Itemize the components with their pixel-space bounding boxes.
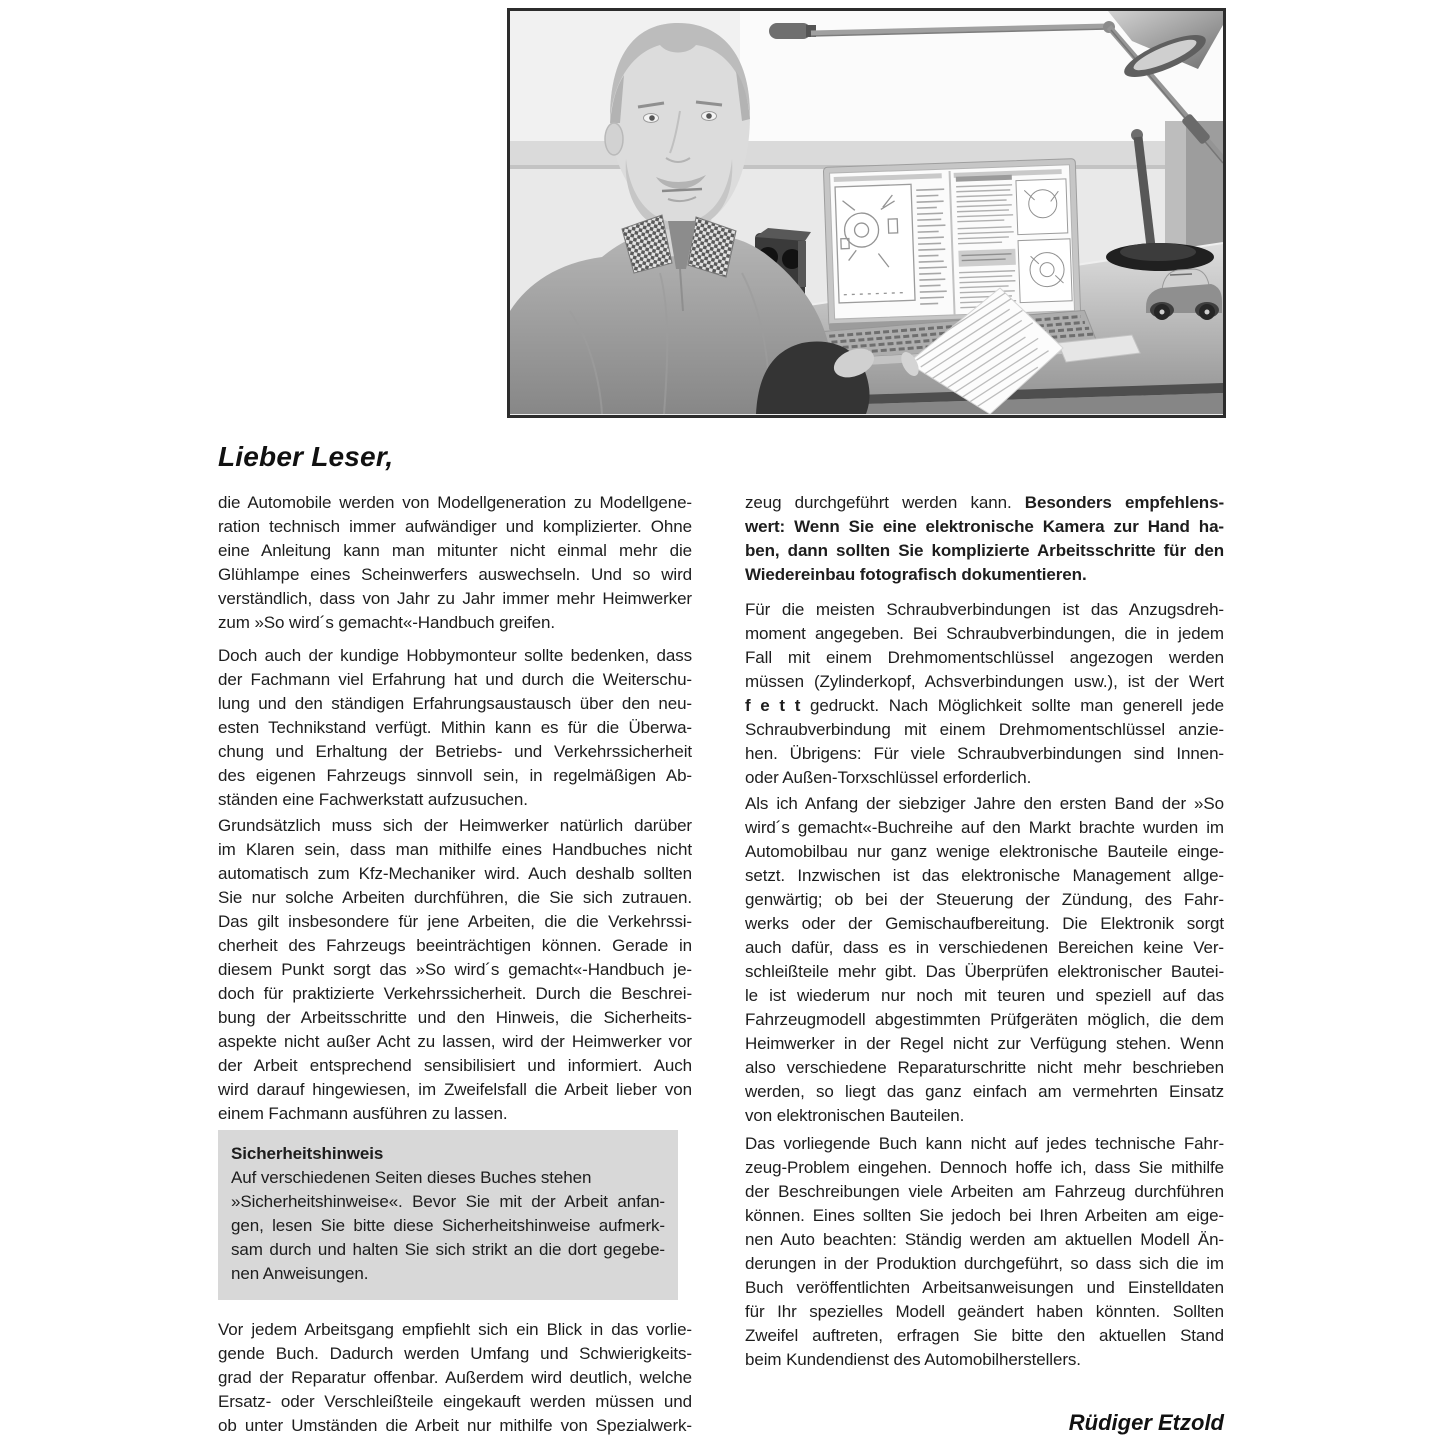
paragraph (218, 1318, 692, 1438)
text-line: Fall mit einem Drehmomentschlüssel angezogen werden (745, 648, 1224, 667)
text-line: Glühlampe eines Scheinwerfers auswechseln. Und so wird (218, 565, 692, 584)
text-line: Auf verschiedenen Seiten dieses Buches stehen (231, 1168, 592, 1187)
text-line: werden, so liegt das ganz einfach am vermehrten Einsatz (745, 1082, 1224, 1101)
author-signature: Rüdiger Etzold (1068, 1410, 1224, 1435)
text-line: nen Anweisungen. (231, 1264, 369, 1283)
paragraph (745, 1132, 1224, 1372)
manual-left-page (835, 184, 915, 303)
text-line: beim Kundendienst des Automobilherstellers. (745, 1350, 1081, 1369)
text-line: Zweifel auftreten, erfragen Sie bitte den aktuellen Stand (745, 1326, 1224, 1345)
text-line: chung und Erhaltung der Betriebs- und Verkehrssicherheit (218, 742, 692, 761)
text-line: ration technisch immer aufwändiger und komplizierter. Ohne (218, 517, 692, 536)
safety-note-text (231, 1166, 665, 1286)
text-line: doch für praktizierte Verkehrssicherheit. Durch die Beschrei- (218, 984, 692, 1003)
paragraph (218, 814, 692, 1126)
text-line: Heimwerker in der Regel nicht zur Verfügung stehen. Wenn (745, 1034, 1224, 1053)
text-line: Für die meisten Schraubverbindungen ist das Anzugsdreh- (745, 600, 1224, 619)
text-line: wird´s gemacht«-Buchreihe auf den Markt brachte wurden im (745, 818, 1224, 837)
text-line: diesem Punkt sorgt das »So wird´s gemacht«-Handbuch je- (218, 960, 692, 979)
text-line: nen Auto beachten: Ständig werden am aktuellen Modell Än- (745, 1230, 1224, 1249)
text-line: Das gilt insbesondere für jene Arbeiten, die die Verkehrssi- (218, 912, 692, 931)
text-line: lung und den ständigen Erfahrungsaustausch über den neu- (218, 694, 692, 713)
safety-note-title: Sicherheitshinweis (231, 1144, 384, 1163)
text-line: Das vorliegende Buch kann nicht auf jedes technische Fahr- (745, 1134, 1224, 1153)
safety-note-box (218, 1130, 678, 1300)
text-line: der Arbeit entsprechend sensibilisiert und informiert. Auch (218, 1056, 692, 1075)
paragraph (218, 491, 692, 635)
text-line: esten Technikstand verfügt. Mithin kann es für die Überwa- (218, 718, 692, 737)
page-title: Lieber Leser, (218, 441, 394, 472)
text-line: sam durch und halten Sie sich strikt an die dort gegebe- (231, 1240, 665, 1259)
paragraph (745, 598, 1224, 790)
text-line: hen. Übrigens: Für viele Schraubverbindungen sind Innen- (745, 744, 1224, 763)
text-line: Vor jedem Arbeitsgang empfiehlt sich ein Blick in das vorlie- (218, 1320, 692, 1339)
text-line: wird darauf hingewiesen, im Zweifelsfall die Arbeit lieber von (218, 1080, 692, 1099)
text-line: f e t t gedruckt. Nach Möglichkeit sollte man generell jede (745, 696, 1224, 715)
text-line: oder Außen-Torxschlüssel erforderlich. (745, 768, 1032, 787)
text-line: des eigenen Fahrzeugs sinnvoll sein, in regelmäßigen Ab- (218, 766, 692, 785)
text-line: zeug-Problem eingehen. Dennoch hoffe ich, dass Sie mithilfe (745, 1158, 1224, 1177)
text-line: Doch auch der kundige Hobbymonteur sollte bedenken, dass (218, 646, 692, 665)
text-line: »Sicherheitshinweise«. Bevor Sie mit der Arbeit anfan- (231, 1192, 665, 1211)
text-line: grad der Reparatur offenbar. Außerdem wird deutlich, welche (218, 1368, 692, 1387)
text-line: eine Anleitung kann man mitunter nicht einmal mehr die (218, 541, 692, 560)
text-line: zeug durchgeführt werden kann. Besonders empfehlens- (745, 493, 1225, 512)
text-line: im Klaren sein, dass man mithilfe eines Handbuches nicht (218, 840, 692, 859)
text-line: der Beschreibungen viele Arbeiten am Fahrzeug durchführen (745, 1182, 1224, 1201)
text-line: einem Fachmann ausführen zu lassen. (218, 1104, 508, 1123)
text-line: Schraubverbindung mit einem Drehmomentschlüssel anzie- (745, 720, 1224, 739)
text-line: cherheit des Fahrzeugs beeinträchtigen können. Gerade in (218, 936, 692, 955)
text-line: Buch veröffentlichten Arbeitsanweisungen und Einstelldaten (745, 1278, 1224, 1297)
text-line: müssen (Zylinderkopf, Achsverbindungen usw.), ist der Wert (745, 672, 1224, 691)
paragraph (745, 491, 1224, 587)
text-line: setzt. Inzwischen ist das elektronische Management allge- (745, 866, 1224, 885)
paragraph (745, 792, 1224, 1128)
text-line: Grundsätzlich muss sich der Heimwerker natürlich darüber (218, 816, 692, 835)
text-line: bung der Arbeitsschritte und den Hinweis, die Sicherheits- (218, 1008, 692, 1027)
text-line: verständlich, dass von Jahr zu Jahr immer mehr Heimwerker (218, 589, 692, 608)
author-photo-illustration (510, 11, 1223, 415)
text-line: derungen in der Produktion durchgeführt, so dass sich die im (745, 1254, 1224, 1273)
text-line: Automobilbau nur ganz wenige elektronische Bauteile einge- (745, 842, 1224, 861)
text-line: ben, dann sollten Sie komplizierte Arbeitsschritte für den (745, 541, 1224, 560)
text-line: le ist wiederum nur noch mit teuren und speziell auf das (745, 986, 1224, 1005)
text-line: aspekte nicht außer Acht zu lassen, wird der Heimwerker vor (218, 1032, 692, 1051)
text-line: von elektronischen Bauteilen. (745, 1106, 965, 1125)
text-line: Als ich Anfang der siebziger Jahre den ersten Band der »So (745, 794, 1224, 813)
text-line: gen, lesen Sie bitte diese Sicherheitshinweise aufmerk- (231, 1216, 665, 1235)
text-line: Wiedereinbau fotografisch dokumentieren. (745, 565, 1087, 584)
text-line: genwärtig; ob bei der Steuerung der Zündung, des Fahr- (745, 890, 1224, 909)
paragraph (218, 644, 692, 812)
text-line: werks oder der Gemischaufbereitung. Die Elektronik sorgt (745, 914, 1224, 933)
text-line: ob unter Umständen die Arbeit nur mithilfe von Spezialwerk- (218, 1416, 692, 1435)
text-line: gende Buch. Dadurch werden Umfang und Schwierigkeits- (218, 1344, 692, 1363)
text-line: automatisch zum Kfz-Mechaniker wird. Auch deshalb sollten (218, 864, 692, 883)
ear (605, 123, 623, 155)
text-line: also verschiedene Reparaturschritte nicht mehr beschrieben (745, 1058, 1224, 1077)
text-line: moment angegeben. Bei Schraubverbindungen, die in jedem (745, 624, 1224, 643)
text-line: schleißteile mehr gibt. Das Überprüfen elektronischer Bautei- (745, 962, 1224, 981)
text-line: Ersatz- oder Verschleißteile eingekauft werden müssen und (218, 1392, 692, 1411)
author-photo (507, 8, 1226, 418)
text-line: auch dafür, dass es in verschiedenen Bereichen keine Ver- (745, 938, 1224, 957)
text-line: zum »So wird´s gemacht«-Handbuch greifen. (218, 613, 556, 632)
text-line: ständen eine Fachwerkstatt aufzusuchen. (218, 790, 528, 809)
text-line: für Ihr spezielles Modell geändert haben könnten. Sollten (745, 1302, 1224, 1321)
text-line: wert: Wenn Sie eine elektronische Kamera zur Hand ha- (745, 517, 1224, 536)
text-line: der Fachmann viel Erfahrung hat und durch die Weiterschu- (218, 670, 692, 689)
text-line: die Automobile werden von Modellgeneration zu Modellgene- (218, 493, 692, 512)
text-line: können. Eines sollten Sie jedoch bei Ihren Arbeiten am eige- (745, 1206, 1224, 1225)
text-line: Fahrzeugmodell abgestimmten Prüfgeräten möglich, die dem (745, 1010, 1224, 1029)
text-line: Sie nur solche Arbeiten durchführen, die Sie sich zutrauen. (218, 888, 692, 907)
